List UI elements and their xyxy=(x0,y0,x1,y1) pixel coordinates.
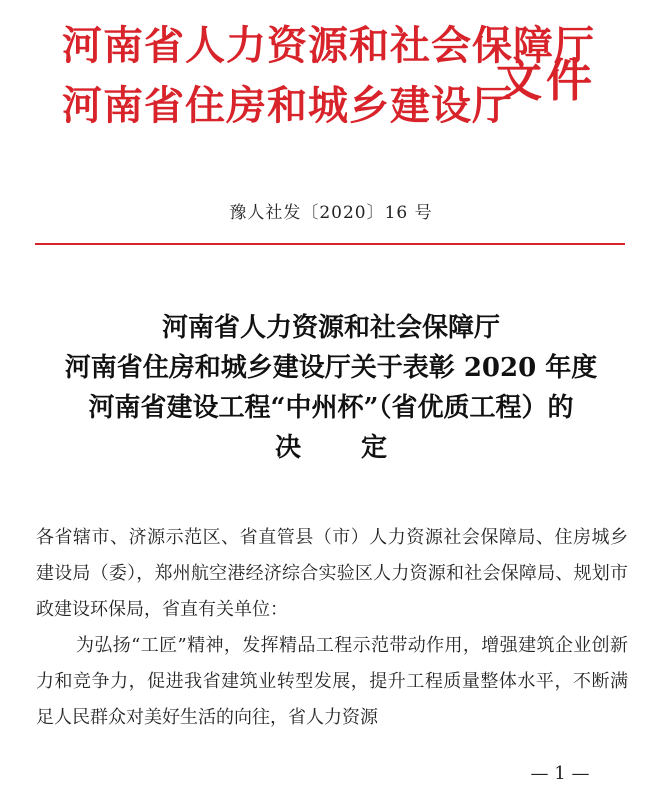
title-line-3: 河南省建设工程“中州杯”（省优质工程）的 xyxy=(88,393,574,423)
red-separator-line xyxy=(35,243,625,245)
issuer-name-1: 河南省人力资源和社会保障厅 xyxy=(62,22,595,69)
title-line-4: 决定 xyxy=(274,433,447,463)
document-body xyxy=(36,520,628,736)
title-line-2: 河南省住房和城乡建设厅关于表彰 2020 年度 xyxy=(64,353,598,383)
addressee-paragraph: 各省辖市、济源示范区、省直管县（市）人力资源社会保障局、住房城乡建设局（委），郑州航空港经济综合实验区人力资源和社会保障局、规划市政建设环保局，省直有关单位： xyxy=(36,527,628,620)
body-paragraph-1: 为弘扬“工匠”精神，发挥精品工程示范带动作用，增强建筑企业创新力和竞争力，促进我省建筑业转型发展，提升工程质量整体水平，不断满足人民群众对美好生活的向往，省人力资源 xyxy=(36,635,628,728)
title-line-1: 河南省人力资源和社会保障厅 xyxy=(161,313,500,343)
document-title xyxy=(0,308,662,468)
document-header xyxy=(0,0,662,150)
issuer-name-2: 河南省住房和城乡建设厅 xyxy=(62,82,513,129)
document-number: 豫人社发〔2020〕16 号 xyxy=(229,203,433,223)
document-type-label: 文件 xyxy=(496,53,596,107)
page-number: — 1 — xyxy=(530,763,590,784)
